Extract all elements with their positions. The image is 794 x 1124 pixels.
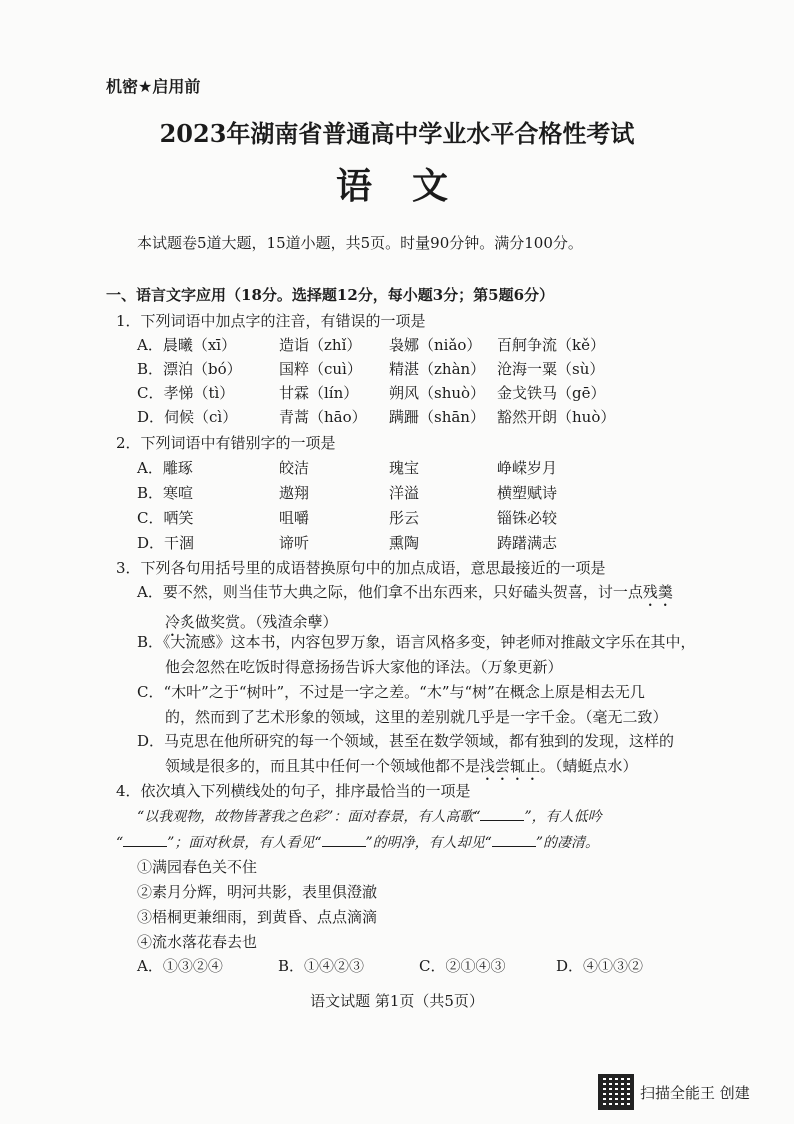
option-cell: B．①④②③: [278, 957, 365, 975]
option-cell: C．孝悌（tì）: [137, 384, 235, 402]
option-cell: 沧海一粟（sù）: [497, 360, 605, 378]
option-row: [0, 532, 794, 556]
option-text: D．马克思在他所研究的每一个领域，甚至在数学领域，都有独到的发现，这样的: [137, 732, 675, 750]
passage-text: ”，有人低吟: [524, 809, 602, 825]
question-3-option-d: [137, 729, 697, 784]
option-cell: A．晨曦（xī）: [137, 336, 237, 354]
option-text: 万象更新: [487, 658, 548, 676]
option-row: [0, 482, 794, 506]
option-cell: 皎洁: [279, 459, 310, 477]
option-row: [0, 457, 794, 481]
confidential-mark: 机密★启用前: [106, 77, 201, 96]
sentence-item: ②素月分辉，明河共影，表里俱澄澈: [137, 883, 378, 901]
question-4-passage-line-1: [137, 806, 602, 826]
option-cell: 袅娜（niǎo）: [389, 336, 482, 354]
question-1-stem: 1．下列词语中加点字的注音，有错误的一项是: [116, 312, 426, 330]
question-3-stem: 3．下列各句用括号里的成语替换原句中的加点成语，意思最接近的一项是: [116, 559, 606, 577]
option-cell: 锱铢必较: [497, 509, 558, 527]
option-text: B．《大流感》这本书，内容包罗万象，语言风格多变，钟老师对推敲文字乐在其中，: [137, 633, 696, 651]
option-cell: 熏陶: [389, 534, 420, 552]
sentence-item: ④流水落花春去也: [137, 933, 258, 951]
question-4-options: [0, 955, 794, 979]
option-cell: 甘霖（lín）: [279, 384, 359, 402]
fill-blank: [480, 808, 524, 821]
option-row: [0, 334, 794, 358]
option-cell: 豁然开朗（huò）: [497, 408, 616, 426]
section-heading: 一、语言文字应用（18分。选择题12分，每小题3分；第5题6分）: [106, 286, 555, 304]
option-cell: C．②①④③: [419, 957, 506, 975]
question-2-stem: 2．下列词语中有错别字的一项是: [116, 434, 336, 452]
option-cell: 横塑赋诗: [497, 484, 558, 502]
option-text: 的，然而到了艺术形象的领域，这里的差别就几乎是一字千金。（毫无二致）: [165, 708, 668, 726]
question-3-option-b: [137, 630, 697, 680]
fill-blank: [123, 834, 167, 847]
option-cell: 精湛（zhàn）: [389, 360, 486, 378]
exam-title: 2023年湖南省普通高中学业水平合格性考试: [159, 119, 635, 148]
option-text: 。（蜻蜓点水）: [540, 757, 638, 775]
fill-blank: [492, 834, 536, 847]
option-cell: 踌躇满志: [497, 534, 558, 552]
question-4-passage-line-2: [116, 832, 599, 852]
option-text: ）: [547, 658, 563, 676]
emphasized-idiom: 冷炙: [165, 613, 196, 631]
option-text: 做奖赏。（残渣余孽）: [195, 613, 338, 631]
option-row: [0, 507, 794, 531]
emphasized-idiom: 浅尝辄止: [480, 757, 541, 775]
fill-blank: [322, 834, 366, 847]
exam-instructions: 本试题卷5道大题，15道小题，共5页。时量90分钟。满分100分。: [137, 234, 583, 252]
question-4-stem: 4．依次填入下列横线处的句子，排序最恰当的一项是: [116, 782, 471, 800]
option-cell: D．干涸: [137, 534, 195, 552]
page-footer: 语文试题 第1页（共5页）: [310, 992, 484, 1010]
option-cell: 青蒿（hāo）: [279, 408, 367, 426]
option-cell: C．哂笑: [137, 509, 194, 527]
qr-code-icon: [598, 1074, 634, 1110]
option-cell: 谛听: [279, 534, 310, 552]
option-cell: 遨翔: [279, 484, 310, 502]
option-text: C．“木叶”之于“树叶”，不过是一字之差。“木”与“树”在概念上原是相去无几: [137, 683, 645, 701]
subject-title: 语文: [335, 165, 488, 207]
option-row: [0, 358, 794, 382]
option-cell: 造诣（zhǐ）: [279, 336, 362, 354]
passage-text: ”；面对秋景，有人看见“: [167, 835, 322, 851]
option-cell: D．④①③②: [556, 957, 644, 975]
option-row: [0, 406, 794, 430]
option-cell: D．伺候（cì）: [137, 408, 238, 426]
option-cell: 金戈铁马（gē）: [497, 384, 606, 402]
option-cell: A．①③②④: [137, 957, 223, 975]
option-cell: B．漂泊（bó）: [137, 360, 242, 378]
option-cell: 百舸争流（kě）: [497, 336, 605, 354]
option-cell: 洋溢: [389, 484, 420, 502]
option-cell: B．寒喧: [137, 484, 194, 502]
passage-text: ”的凄清。: [535, 835, 599, 851]
option-cell: 朔风（shuò）: [389, 384, 486, 402]
option-cell: 国粹（cuì）: [279, 360, 362, 378]
option-text: 他会忽然在吃饭时得意扬扬告诉大家他的译法。（: [165, 658, 488, 676]
scanner-label: 扫描全能王 创建: [640, 1084, 750, 1102]
passage-text: ”的明净，有人却见“: [365, 835, 492, 851]
option-cell: A．雕琢: [137, 459, 193, 477]
option-text: A．要不然，则当佳节大典之际，他们拿不出东西来，只好磕头贺喜，讨一点: [137, 583, 643, 601]
option-cell: 咀嚼: [279, 509, 310, 527]
passage-text: “: [116, 835, 124, 851]
option-cell: 峥嵘岁月: [497, 459, 558, 477]
sentence-item: ③梧桐更兼细雨，到黄昏、点点滴滴: [137, 908, 378, 926]
emphasized-idiom: 残羹: [642, 583, 673, 601]
sentence-item: ①满园春色关不住: [137, 858, 258, 876]
option-cell: 蹒跚（shān）: [389, 408, 485, 426]
option-cell: 彤云: [389, 509, 420, 527]
option-text: 领域是很多的，而且其中任何一个领域他都不是: [165, 757, 481, 775]
question-3-option-c: [137, 680, 697, 730]
option-row: [0, 382, 794, 406]
option-cell: 瑰宝: [389, 459, 420, 477]
scanner-watermark: [598, 1074, 788, 1114]
passage-text: “以我观物，故物皆著我之色彩”：面对春景，有人高歌“: [137, 809, 481, 825]
